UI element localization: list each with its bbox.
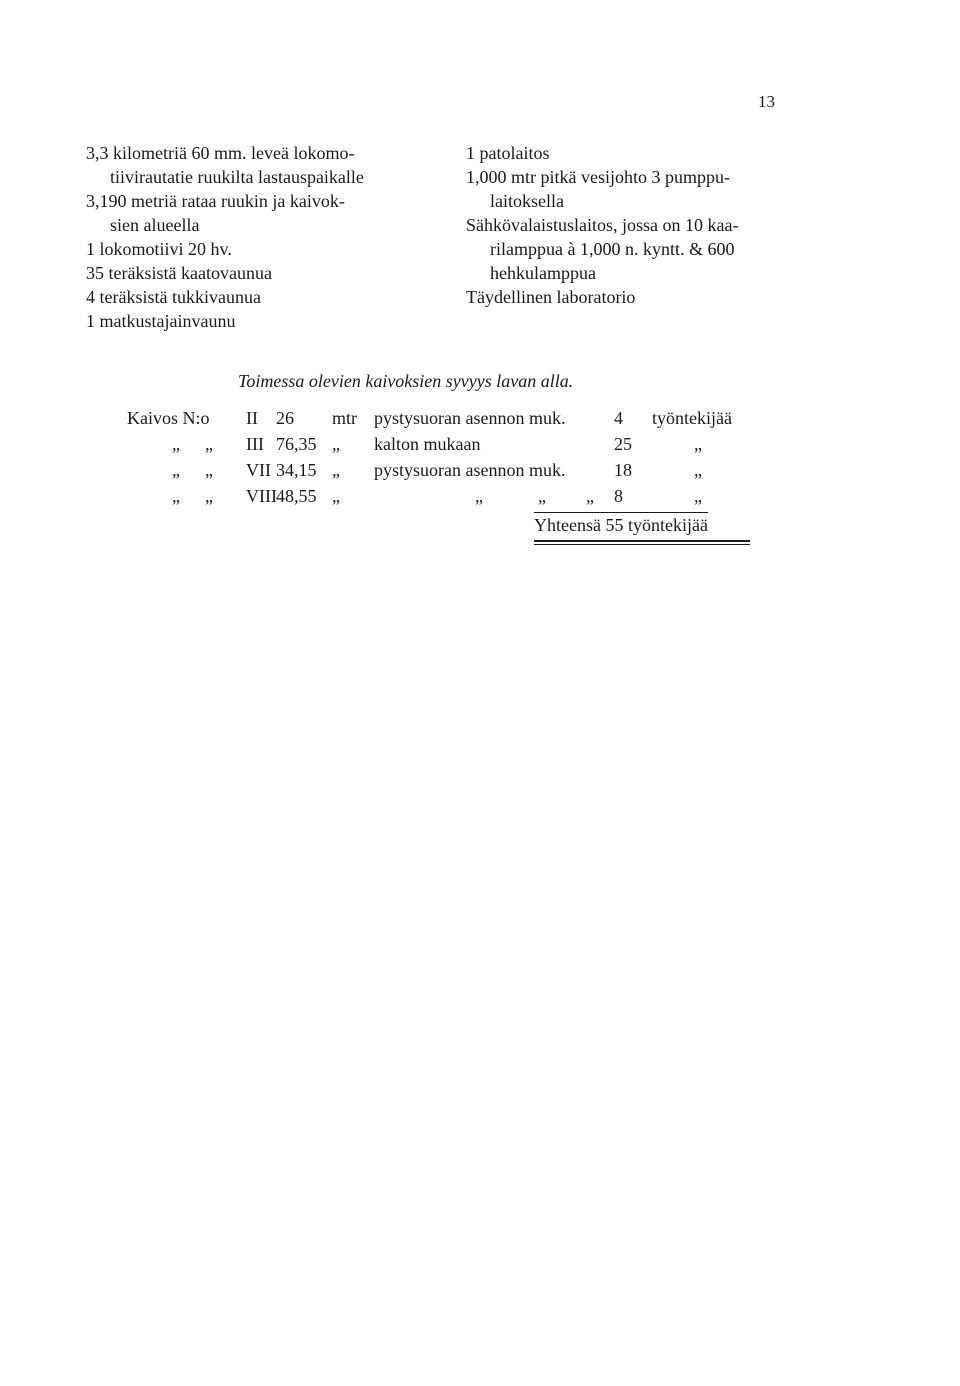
table-title: Toimessa olevien kaivoksien syvyys lavan alla. (238, 371, 574, 391)
mine-desc-cell: pystysuoran asennon muk. (374, 460, 566, 480)
mine-q2-cell: „ (205, 460, 213, 480)
equipment-list-right (466, 141, 826, 309)
table-row (0, 486, 960, 512)
mine-desc-cell: kalton mukaan (374, 434, 481, 454)
mine-q1-cell: „ (172, 434, 180, 454)
table-row (0, 434, 960, 460)
left-column-line: 35 teräksistä kaatovaunua (86, 263, 272, 283)
mine-q2-cell: „ (205, 434, 213, 454)
total-double-rule-lower (534, 544, 750, 545)
page-number: 13 (758, 92, 775, 111)
table-row (0, 408, 960, 434)
mine-qend-cell: „ (694, 434, 702, 454)
right-column-line: 1 patolaitos (466, 143, 550, 163)
table-row (0, 460, 960, 486)
mine-count-cell: 25 (614, 434, 632, 454)
left-column-line: 3,190 metriä rataa ruukin ja kaivok- (86, 191, 345, 211)
mine-label-cell: Kaivos N:o (127, 408, 210, 428)
mine-depth-table (0, 408, 960, 512)
mine-qend-cell: „ (694, 460, 702, 480)
left-column-line: sien alueella (110, 215, 200, 235)
mine-q3-cell: „ (475, 486, 483, 506)
mine-count-cell: 4 (614, 408, 623, 428)
mine-desc-cell: pystysuoran asennon muk. (374, 408, 566, 428)
mine-roman-cell: II (246, 408, 258, 428)
mine-unit2-cell: työntekijää (652, 408, 732, 428)
mine-unit-cell: „ (332, 486, 340, 506)
mine-roman-cell: III (246, 434, 264, 454)
mine-q5-cell: „ (586, 486, 594, 506)
right-column-line: Täydellinen laboratorio (466, 287, 636, 307)
left-column-line: 3,3 kilometriä 60 mm. leveä lokomo- (86, 143, 355, 163)
mine-count-cell: 18 (614, 460, 632, 480)
right-column-line: rilamppua à 1,000 n. kyntt. & 600 (490, 239, 735, 259)
mine-depth-cell: 34,15 (276, 460, 317, 480)
mine-count-cell: 8 (614, 486, 623, 506)
mine-depth-cell: 76,35 (276, 434, 317, 454)
mine-q1-cell: „ (172, 460, 180, 480)
total-workers: Yhteensä 55 työntekijää (534, 512, 708, 536)
mine-q1-cell: „ (172, 486, 180, 506)
mine-unit-cell: mtr (332, 408, 357, 428)
mine-depth-cell: 48,55 (276, 486, 317, 506)
right-column-line: 1,000 mtr pitkä vesijohto 3 pumppu- (466, 167, 730, 187)
mine-depth-cell: 26 (276, 408, 294, 428)
left-column-line: 1 matkustajainvaunu (86, 311, 236, 331)
equipment-list-left (86, 141, 446, 333)
right-column-line: laitoksella (490, 191, 564, 211)
left-column-line: 1 lokomotiivi 20 hv. (86, 239, 232, 259)
left-column-line: tiivirautatie ruukilta lastauspaikalle (110, 167, 364, 187)
mine-q2-cell: „ (205, 486, 213, 506)
right-column-line: Sähkövalaistuslaitos, jossa on 10 kaa- (466, 215, 739, 235)
mine-roman-cell: VIII (246, 486, 277, 506)
mine-q4-cell: „ (538, 486, 546, 506)
left-column-line: 4 teräksistä tukkivaunua (86, 287, 261, 307)
total-double-rule (534, 540, 750, 542)
mine-unit-cell: „ (332, 434, 340, 454)
mine-unit-cell: „ (332, 460, 340, 480)
mine-qend-cell: „ (694, 486, 702, 506)
mine-roman-cell: VII (246, 460, 271, 480)
right-column-line: hehkulamppua (490, 263, 596, 283)
